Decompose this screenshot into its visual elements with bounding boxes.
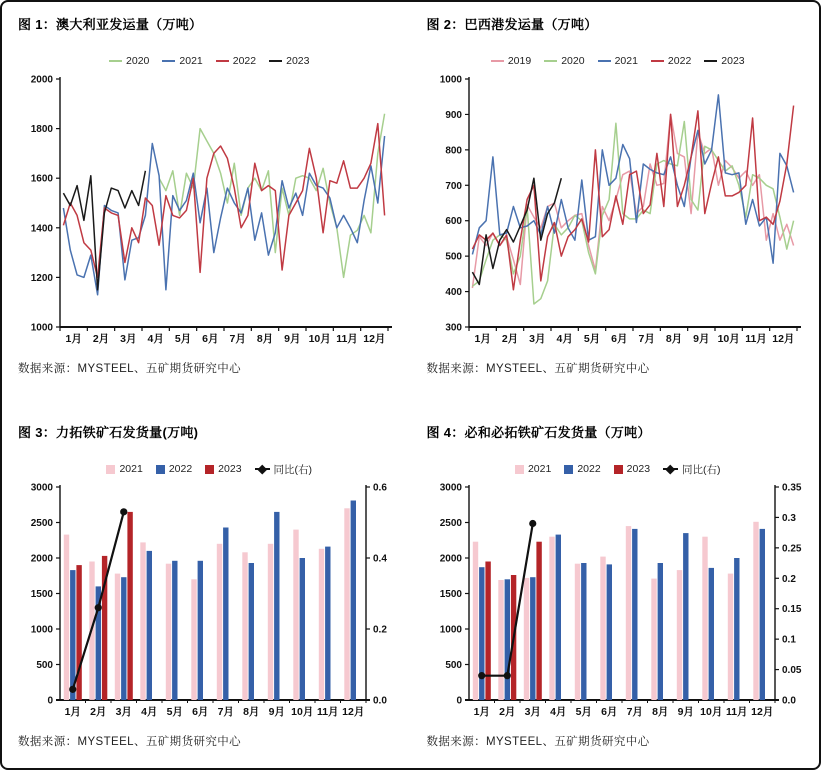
legend-item-2021 xyxy=(106,463,142,475)
svg-text:0: 0 xyxy=(47,695,53,707)
svg-text:6月: 6月 xyxy=(202,333,219,345)
svg-text:0.3: 0.3 xyxy=(781,512,796,524)
svg-text:4月: 4月 xyxy=(549,706,566,718)
legend-label: 2023 xyxy=(721,55,745,67)
series-2021-line xyxy=(64,136,385,295)
svg-text:1200: 1200 xyxy=(31,272,54,284)
chart-title-brazil: 图 2：巴西港发运量（万吨） xyxy=(426,17,598,32)
legend-label: 同比(右) xyxy=(682,463,721,476)
data-source-rio-tinto: 数据来源：MYSTEEL、五矿期货研究中心 xyxy=(18,736,242,748)
svg-text:1000: 1000 xyxy=(31,322,54,334)
svg-text:3月: 3月 xyxy=(115,706,132,718)
svg-text:900: 900 xyxy=(445,109,462,121)
svg-text:0.15: 0.15 xyxy=(781,604,801,616)
legend-swatch-icon xyxy=(704,60,717,62)
svg-text:600: 600 xyxy=(445,216,462,228)
legend-item-2022 xyxy=(564,463,600,475)
svg-text:0.1: 0.1 xyxy=(781,634,796,646)
svg-text:10月: 10月 xyxy=(291,706,314,718)
series-2022-bars xyxy=(479,529,765,700)
svg-text:1800: 1800 xyxy=(31,124,54,136)
svg-text:6月: 6月 xyxy=(192,706,209,718)
legend-swatch-icon xyxy=(162,60,175,62)
legend-label: 2022 xyxy=(577,463,601,475)
svg-text:9月: 9月 xyxy=(677,706,694,718)
svg-text:2000: 2000 xyxy=(439,553,462,565)
yoy-marker xyxy=(69,686,76,693)
svg-text:7月: 7月 xyxy=(626,706,643,718)
svg-text:700: 700 xyxy=(445,180,462,192)
legend-item-2022 xyxy=(216,55,256,67)
legend-label: 2020 xyxy=(561,55,585,67)
svg-text:2000: 2000 xyxy=(31,74,54,86)
svg-text:1000: 1000 xyxy=(439,624,462,636)
legend-label: 2021 xyxy=(179,55,203,67)
svg-text:5月: 5月 xyxy=(166,706,183,718)
legend-label: 2022 xyxy=(168,463,193,475)
data-source-bhp: 数据来源：MYSTEEL、五矿期货研究中心 xyxy=(426,736,650,748)
svg-text:3000: 3000 xyxy=(30,482,53,494)
series-2022-line xyxy=(472,106,793,290)
svg-text:12月: 12月 xyxy=(771,333,795,345)
legend-diamond-icon xyxy=(663,465,678,473)
legend-swatch-icon xyxy=(106,465,115,474)
svg-text:4月: 4月 xyxy=(556,333,573,345)
svg-text:12月: 12月 xyxy=(363,333,386,345)
legend-swatch-icon xyxy=(205,465,214,474)
svg-text:9月: 9月 xyxy=(284,333,301,345)
legend-item-2023 xyxy=(269,55,309,67)
svg-text:11月: 11月 xyxy=(336,333,359,345)
series-2022-bars xyxy=(70,501,356,701)
svg-text:0.4: 0.4 xyxy=(373,553,387,565)
svg-text:500: 500 xyxy=(444,660,462,671)
svg-text:5月: 5月 xyxy=(575,706,592,718)
legend-swatch-icon xyxy=(156,465,165,474)
svg-text:2000: 2000 xyxy=(30,553,53,565)
legend-swatch-icon xyxy=(651,60,664,62)
bhp-bar-chart xyxy=(427,479,817,724)
legend-item-2020 xyxy=(544,55,584,67)
australia-line-chart xyxy=(20,71,398,351)
legend-item-2023 xyxy=(614,463,650,475)
legend-swatch-icon xyxy=(564,465,573,474)
chart-title-rio-tinto: 图 3：力拓铁矿石发货量(万吨) xyxy=(18,425,199,440)
svg-text:0.2: 0.2 xyxy=(373,624,387,636)
legend-item-2023 xyxy=(205,463,241,475)
svg-text:1500: 1500 xyxy=(30,589,53,600)
svg-text:6月: 6月 xyxy=(600,706,617,718)
legend-item-2023 xyxy=(704,55,744,67)
svg-text:2月: 2月 xyxy=(93,333,110,345)
svg-text:800: 800 xyxy=(445,145,462,157)
svg-text:3月: 3月 xyxy=(524,706,541,718)
svg-text:2月: 2月 xyxy=(90,706,107,718)
legend-label: 2020 xyxy=(126,55,150,67)
svg-text:12月: 12月 xyxy=(342,706,365,718)
svg-text:3月: 3月 xyxy=(528,333,546,345)
svg-text:11月: 11月 xyxy=(725,706,748,718)
legend-item-2022 xyxy=(156,463,192,475)
legend-label: 2021 xyxy=(614,55,638,67)
legend-swatch-icon xyxy=(614,465,623,474)
yoy-marker xyxy=(478,672,485,679)
svg-text:2月: 2月 xyxy=(501,333,518,345)
chart-title-bhp: 图 4：必和必拓铁矿石发货量（万吨） xyxy=(426,425,651,440)
svg-text:1000: 1000 xyxy=(439,74,462,86)
svg-text:0.05: 0.05 xyxy=(781,665,801,677)
panel-brazil-shipments xyxy=(411,4,820,412)
svg-text:9月: 9月 xyxy=(692,333,710,345)
legend-diamond-icon xyxy=(255,465,270,473)
svg-text:8月: 8月 xyxy=(651,706,668,718)
legend-label: 2023 xyxy=(286,55,310,67)
yoy-marker xyxy=(95,604,102,611)
svg-text:7月: 7月 xyxy=(229,333,247,345)
svg-text:0: 0 xyxy=(455,695,462,707)
legend-label: 2022 xyxy=(232,55,257,67)
legend-item-2020 xyxy=(109,55,149,67)
svg-text:1000: 1000 xyxy=(30,624,53,636)
svg-text:1月: 1月 xyxy=(473,706,490,718)
svg-text:1400: 1400 xyxy=(31,223,54,235)
svg-text:0.0: 0.0 xyxy=(781,695,796,707)
legend-label: 2019 xyxy=(507,55,532,67)
svg-text:3000: 3000 xyxy=(439,482,462,494)
panel-rio-tinto-shipments xyxy=(2,412,411,768)
panel-australia-shipments xyxy=(2,4,411,412)
svg-text:400: 400 xyxy=(445,287,462,299)
svg-text:9月: 9月 xyxy=(268,706,285,718)
legend-brazil xyxy=(427,53,810,69)
svg-text:0.25: 0.25 xyxy=(781,543,801,555)
legend-swatch-icon xyxy=(216,60,229,62)
svg-text:1月: 1月 xyxy=(64,706,81,718)
svg-text:10月: 10月 xyxy=(699,706,722,718)
svg-text:11月: 11月 xyxy=(744,333,767,345)
svg-text:1500: 1500 xyxy=(439,589,462,600)
yoy-marker xyxy=(529,520,536,527)
svg-text:7月: 7月 xyxy=(638,333,655,345)
legend-label: 2023 xyxy=(218,463,242,475)
brazil-line-chart xyxy=(429,71,807,351)
svg-text:8月: 8月 xyxy=(665,333,682,345)
series-2019-line xyxy=(472,114,793,288)
svg-text:500: 500 xyxy=(445,251,462,263)
svg-text:300: 300 xyxy=(445,322,462,334)
svg-text:5月: 5月 xyxy=(583,333,600,345)
legend-swatch-icon xyxy=(544,60,557,62)
legend-item-2019 xyxy=(491,55,531,67)
legend-label: 2021 xyxy=(119,463,143,475)
legend-rio-tinto xyxy=(18,461,401,477)
chart-title-australia: 图 1：澳大利亚发运量（万吨） xyxy=(18,17,203,32)
svg-text:4月: 4月 xyxy=(147,333,165,345)
legend-swatch-icon xyxy=(109,60,122,62)
svg-text:3月: 3月 xyxy=(120,333,137,345)
svg-text:0.6: 0.6 xyxy=(373,482,387,494)
svg-text:0.35: 0.35 xyxy=(781,482,801,494)
legend-swatch-icon xyxy=(269,60,282,62)
legend-item-同比(右) xyxy=(663,462,721,477)
svg-text:8月: 8月 xyxy=(243,706,260,718)
svg-text:1600: 1600 xyxy=(31,173,54,185)
legend-label: 2022 xyxy=(667,55,692,67)
legend-item-同比(右) xyxy=(255,462,313,477)
yoy-marker xyxy=(120,508,127,515)
svg-text:1月: 1月 xyxy=(65,333,83,345)
svg-text:12月: 12月 xyxy=(750,706,773,718)
yoy-marker xyxy=(503,672,510,679)
panel-bhp-shipments xyxy=(411,412,820,768)
svg-text:2500: 2500 xyxy=(30,518,53,529)
svg-text:500: 500 xyxy=(36,660,53,671)
svg-text:10月: 10月 xyxy=(717,333,740,345)
svg-text:11月: 11月 xyxy=(316,706,339,718)
legend-australia xyxy=(18,53,401,69)
svg-text:4月: 4月 xyxy=(141,706,158,718)
legend-swatch-icon xyxy=(515,465,524,474)
legend-bhp xyxy=(427,461,810,477)
legend-label: 同比(右) xyxy=(273,463,313,476)
svg-text:7月: 7月 xyxy=(217,706,234,718)
svg-text:2500: 2500 xyxy=(439,518,462,529)
svg-text:2月: 2月 xyxy=(498,706,515,718)
series-2020-line xyxy=(159,114,385,278)
charts-grid xyxy=(2,2,819,768)
svg-text:5月: 5月 xyxy=(175,333,192,345)
legend-swatch-icon xyxy=(491,60,504,62)
legend-item-2021 xyxy=(598,55,638,67)
svg-text:8月: 8月 xyxy=(257,333,274,345)
rio-tinto-bar-chart xyxy=(18,479,408,724)
legend-label: 2023 xyxy=(626,463,651,475)
svg-text:6月: 6月 xyxy=(610,333,628,345)
legend-item-2021 xyxy=(515,463,551,475)
data-source-australia: 数据来源：MYSTEEL、五矿期货研究中心 xyxy=(18,363,242,375)
legend-label: 2021 xyxy=(527,463,552,475)
legend-item-2022 xyxy=(651,55,691,67)
svg-text:10月: 10月 xyxy=(308,333,332,345)
legend-item-2021 xyxy=(162,55,202,67)
svg-text:1月: 1月 xyxy=(474,333,491,345)
svg-text:0.0: 0.0 xyxy=(373,695,387,707)
svg-text:0.2: 0.2 xyxy=(781,573,796,585)
data-source-brazil: 数据来源：MYSTEEL、五矿期货研究中心 xyxy=(426,363,650,375)
legend-swatch-icon xyxy=(598,60,611,62)
